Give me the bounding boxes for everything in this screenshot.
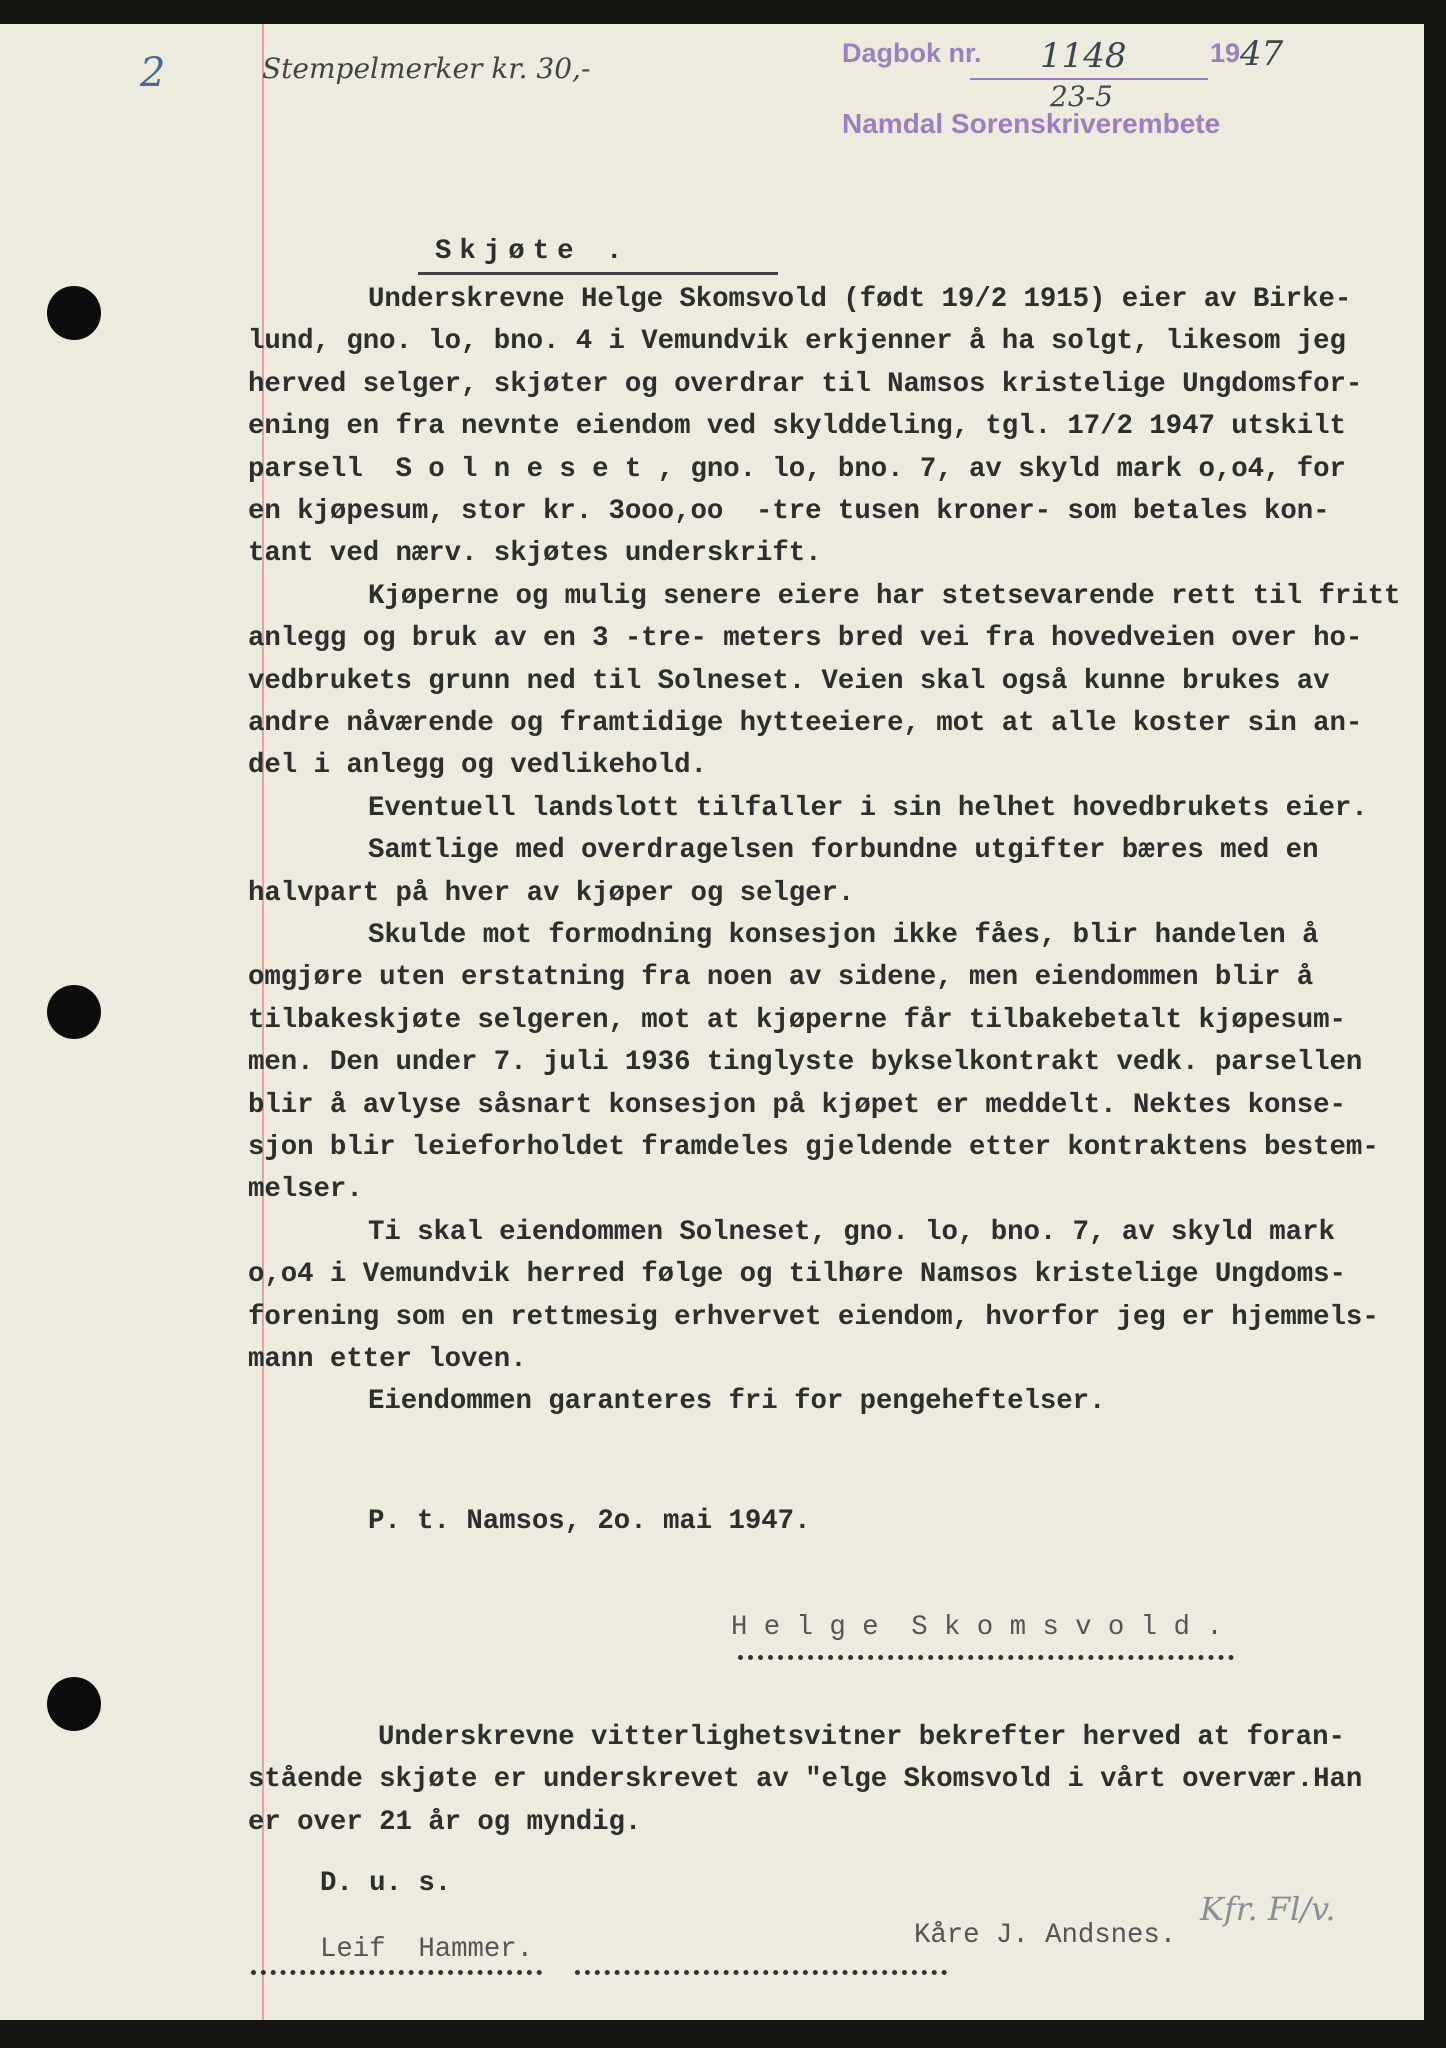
diary-number: 1148 (1040, 36, 1127, 76)
text-line: en kjøpesum, stor kr. 3ooo,oo -tre tusen kroner- som betales kon- (248, 496, 1330, 527)
punch-hole (47, 1677, 101, 1731)
text-line: Eventuell landslott tilfaller i sin helhet hovedbrukets eier. (368, 792, 1368, 824)
text-line: Skulde mot formodning konsesjon ikke fåes, blir handelen å (368, 920, 1319, 951)
text-line: tilbakeskjøte selgeren, mot at kjøperne får tilbakebetalt kjøpesum- (248, 1004, 1346, 1036)
seller-signature-line (738, 1655, 1234, 1660)
text-line: lund, gno. lo, bno. 4 i Vemundvik erkjenner å ha solgt, likesom jeg (248, 326, 1346, 358)
witness-2-signature: Kåre J. Andsnes. (914, 1920, 1177, 1951)
text-line: blir å avlyse såsnart konsesjon på kjøpet er meddelt. Nektes konse- (248, 1089, 1346, 1121)
text-line: anlegg og bruk av en 3 -tre- meters bred vei fra hovedveien over ho- (248, 623, 1363, 655)
diary-stamp-label: Dagbok nr. (842, 38, 982, 68)
page-number: 2 (140, 50, 166, 96)
text-line: men. Den under 7. juli 1936 tinglyste bykselkontrakt vedk. parsellen (248, 1047, 1363, 1079)
place-date: P. t. Namsos, 2o. mai 1947. (368, 1506, 811, 1537)
title-underline (418, 272, 778, 275)
diary-date: 23-5 (1050, 80, 1113, 113)
year-prefix: 19 (1210, 38, 1241, 68)
text-line: parsell S o l n e s e t , gno. lo, bno. 7, av skyld mark o,o4, for (248, 453, 1346, 485)
margin-note: Kfr. Fl/v. (1200, 1890, 1336, 1928)
text-line: vedbrukets grunn ned til Solneset. Veien skal også kunne brukes av (248, 665, 1330, 697)
text-line: ening en fra nevnte eiendom ved skylddeling, tgl. 17/2 1947 utskilt (248, 411, 1346, 443)
stamp-duty-note: Stempelmerker kr. 30,- (262, 52, 591, 85)
text-line: o,o4 i Vemundvik herred følge og tilhøre Namsos kristelige Ungdoms- (248, 1259, 1346, 1291)
document-title: Skjøte . (435, 236, 631, 267)
text-line: Ti skal eiendommen Solneset, gno. lo, bno. 7, av skyld mark (368, 1216, 1335, 1248)
text-line: halvpart på hver av kjøper og selger. (248, 877, 855, 909)
text-line: Eiendommen garanteres fri for pengeheftelser. (368, 1386, 1106, 1418)
text-line: Underskrevne vitterlighetsvitner bekrefter herved at foran- (378, 1722, 1345, 1753)
text-line: andre nåværende og framtidige hytteeiere, mot at alle koster sin an- (248, 708, 1363, 739)
witness-1-signature: Leif Hammer. (320, 1934, 534, 1965)
seller-signature: H e l g e S k o m s v o l d . (731, 1612, 1223, 1643)
text-line: forening som en rettmesig erhvervet eiendom, hvorfor jeg er hjemmels- (248, 1301, 1379, 1333)
year-suffix: 47 (1240, 34, 1284, 74)
text-line: mann etter loven. (248, 1344, 527, 1375)
text-line: omgjøre uten erstatning fra noen av sidene, men eiendommen blir å (248, 962, 1314, 994)
punch-hole (47, 286, 101, 340)
text-line: tant ved nærv. skjøtes underskrift. (248, 538, 822, 570)
text-line: stående skjøte er underskrevet av "elge Skomsvold i vårt overvær.Han (248, 1764, 1363, 1796)
closing: D. u. s. (320, 1868, 452, 1899)
office-stamp: Namdal Sorenskriverembete (842, 108, 1221, 139)
text-line: melser. (248, 1174, 363, 1206)
text-line: Kjøperne og mulig senere eiere har stetsevarende rett til fritt (368, 580, 1401, 612)
text-line: er over 21 år og myndig. (248, 1806, 642, 1838)
text-line: sjon blir leieforholdet framdeles gjeldende etter kontraktens bestem- (248, 1132, 1379, 1163)
witness-2-line (575, 1970, 947, 1975)
text-line: herved selger, skjøter og overdrar til Namsos kristelige Ungdomsfor- (248, 368, 1363, 400)
witness-1-line (251, 1970, 542, 1975)
text-line: del i anlegg og vedlikehold. (248, 750, 707, 782)
text-line: Underskrevne Helge Skomsvold (født 19/2 1915) eier av Birke- (368, 284, 1352, 315)
text-line: Samtlige med overdragelsen forbundne utgifter bæres med en (368, 835, 1319, 867)
punch-hole (47, 985, 101, 1039)
